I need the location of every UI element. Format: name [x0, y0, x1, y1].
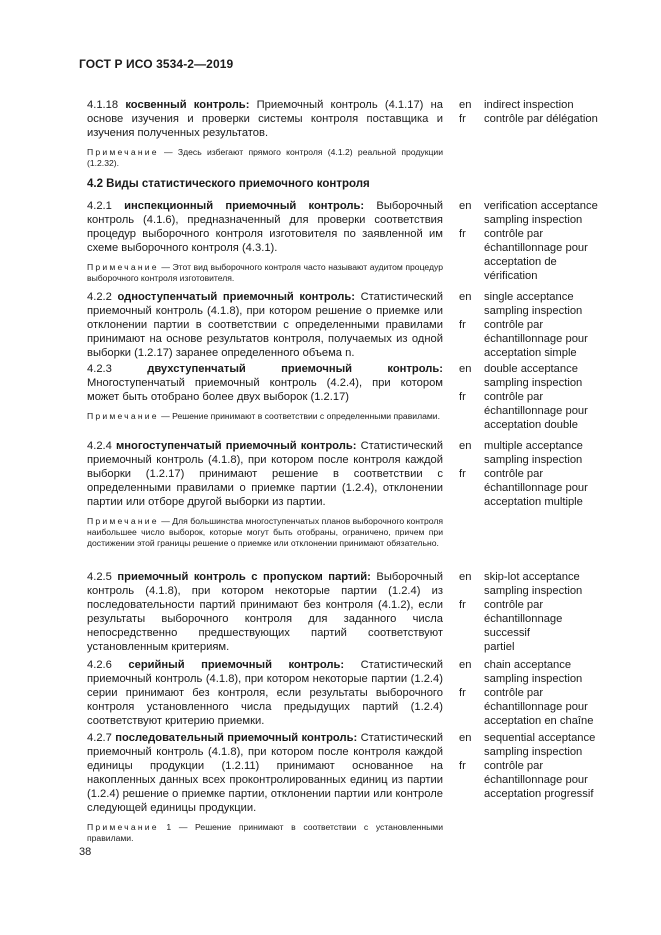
- term-number: 4.2.5: [87, 571, 112, 583]
- foreign-equivalents: [484, 362, 604, 432]
- term-text: Выборочный контроль (4.1.8), при котором некоторые партии (1.2.4) из последовательности партий принимают без контроля (4.1.2), если результаты выборочного контроля для заданного числа непосредственно предшествующих партий соответствуют установленным критериям.: [87, 571, 444, 653]
- term-number: 4.2.3: [87, 363, 112, 375]
- term-definition: [87, 570, 443, 654]
- foreign-equivalents: [484, 98, 604, 126]
- english-term-line: sampling inspection: [484, 454, 583, 466]
- english-term-line: verification acceptance: [484, 200, 598, 212]
- term-name: двухступенчатый приемочный контроль:: [147, 363, 443, 375]
- english-term-line: skip-lot acceptance: [484, 571, 580, 583]
- french-term-line: acceptation de: [484, 256, 557, 268]
- term-text: Статистический приемочный контроль (4.1.8), при котором некоторые партии (1.2.4) серии принимают без контроля, если результаты выборочного контроля установленного числа предыдущих партий (1.2.4) соответствуют критерию приемки.: [87, 659, 444, 727]
- section-title: 4.2 Виды статистического приемочного контроля: [87, 178, 370, 190]
- term-note: [87, 147, 443, 169]
- term-text: Выборочный контроль (4.1.6), предназначенный для проверки соответствия процедур выборочного контроля изготовителя по заявленной им схеме выборочного контроля (4.3.1).: [87, 200, 444, 254]
- foreign-equivalents: [484, 290, 604, 360]
- foreign-equivalents: [484, 658, 604, 728]
- term-definition-block: [87, 290, 443, 360]
- term-definition: [87, 199, 443, 255]
- note-label: Примечание: [87, 411, 159, 421]
- term-name: инспекционный приемочный контроль:: [124, 200, 365, 212]
- english-term-line: double acceptance: [484, 363, 578, 375]
- term-name: косвенный контроль:: [125, 99, 250, 111]
- term-definition-block: [87, 439, 443, 549]
- note-label: Примечание: [87, 262, 159, 272]
- term-definition: [87, 290, 443, 360]
- foreign-equivalents: [484, 439, 604, 509]
- lang-code-en: en: [459, 99, 472, 111]
- english-term-line: sampling inspection: [484, 305, 583, 317]
- note-text: — Решение принимают в соответствии с определенными правилами.: [161, 411, 440, 421]
- term-number: 4.2.6: [87, 659, 112, 671]
- french-term-line: vérification: [484, 270, 538, 282]
- french-term-line: échantillonnage: [484, 613, 563, 625]
- lang-code-en: en: [459, 440, 472, 452]
- french-term-line: acceptation double: [484, 419, 578, 431]
- note-label: Примечание: [87, 822, 159, 832]
- english-term-line: sampling inspection: [484, 746, 583, 758]
- english-term-line: indirect inspection: [484, 99, 574, 111]
- note-label: Примечание: [87, 147, 159, 157]
- french-term-line: contrôle par: [484, 391, 544, 403]
- french-term-line: successif: [484, 627, 531, 639]
- english-term-line: sequential acceptance: [484, 732, 596, 744]
- french-term-line: contrôle par délégation: [484, 113, 598, 125]
- note-label: Примечание: [87, 516, 159, 526]
- term-text: Статистический приемочный контроль (4.1.8), при котором после контроля каждой единицы продукции (1.2.11) принимают основанное на накопленных данных всех проконтролированных единиц из партии (1.2.4) решение о приемке партии, отклонении партии или контроле следующей единицы продукции.: [87, 732, 444, 814]
- term-note: [87, 516, 443, 549]
- french-term-line: échantillonnage pour: [484, 405, 588, 417]
- lang-code-fr: fr: [459, 760, 466, 772]
- french-term-line: partiel: [484, 641, 515, 653]
- lang-code-fr: fr: [459, 687, 466, 699]
- term-definition-block: [87, 570, 443, 654]
- term-text: Приемочный контроль (4.1.17) на основе изучения и проверки системы контроля поставщика и изучения полученных результатов.: [87, 99, 444, 139]
- french-term-line: contrôle par: [484, 687, 544, 699]
- term-name: одноступенчатый приемочный контроль:: [117, 291, 355, 303]
- term-text: Статистический приемочный контроль (4.1.8), при котором после контроля каждой выборки (1.2.17) принимают решение в соответствии с определенными правилами о приемке партии (1.2.4), отклонении партии или отборе другой выборки из партии.: [87, 440, 443, 508]
- english-term-line: sampling inspection: [484, 377, 583, 389]
- term-definition-block: [87, 98, 443, 169]
- french-term-line: échantillonnage pour: [484, 242, 588, 254]
- term-note: [87, 262, 443, 284]
- french-term-line: échantillonnage pour: [484, 482, 588, 494]
- english-term-line: sampling inspection: [484, 585, 583, 597]
- lang-code-en: en: [459, 571, 472, 583]
- term-definition-block: [87, 199, 443, 284]
- note-text: — Для большинства многоступенчатых планов выборочного контроля наибольшее число выборок, которые могут быть отобраны, ограничено, причем при достижении этой границы решение о приемке или отклонении принимают обязательно.: [87, 516, 443, 548]
- foreign-equivalents: [484, 731, 604, 801]
- english-term-line: sampling inspection: [484, 214, 583, 226]
- note-text: — Этот вид выборочного контроля часто называют аудитом процедур выборочного контроля изготовителя.: [87, 262, 443, 283]
- lang-code-fr: fr: [459, 391, 466, 403]
- foreign-equivalents: [484, 199, 604, 283]
- term-text: Многоступенчатый приемочный контроль (4.2.4), при котором может быть отобрано более двух выборок (1.2.17): [87, 377, 443, 403]
- english-term-line: sampling inspection: [484, 673, 583, 685]
- lang-code-fr: fr: [459, 319, 466, 331]
- term-definition-block: [87, 362, 443, 422]
- lang-code-fr: fr: [459, 228, 466, 240]
- note-text: — Здесь избегают прямого контроля (4.1.2) реальной продукции (1.2.32).: [87, 147, 443, 168]
- lang-code-fr: fr: [459, 113, 466, 125]
- note-text: 1 — Решение принимают в соответствии с установленными правилами.: [87, 822, 444, 843]
- term-number: 4.1.18: [87, 99, 119, 111]
- term-definition: [87, 98, 443, 140]
- french-term-line: acceptation simple: [484, 347, 577, 359]
- french-term-line: contrôle par: [484, 599, 544, 611]
- english-term-line: chain acceptance: [484, 659, 572, 671]
- french-term-line: contrôle par: [484, 319, 544, 331]
- lang-code-en: en: [459, 363, 472, 375]
- french-term-line: échantillonnage pour: [484, 701, 588, 713]
- term-number: 4.2.4: [87, 440, 112, 452]
- foreign-equivalents: [484, 570, 604, 654]
- french-term-line: contrôle par: [484, 228, 544, 240]
- french-term-line: acceptation en chaîne: [484, 715, 594, 727]
- lang-code-en: en: [459, 659, 472, 671]
- term-note: [87, 411, 443, 422]
- lang-code-en: en: [459, 732, 472, 744]
- term-definition: [87, 362, 443, 404]
- french-term-line: échantillonnage pour: [484, 333, 588, 345]
- term-number: 4.2.1: [87, 200, 112, 212]
- term-definition-block: [87, 658, 443, 728]
- lang-code-en: en: [459, 200, 472, 212]
- term-definition: [87, 439, 443, 509]
- term-definition: [87, 731, 443, 815]
- term-name: многоступенчатый приемочный контроль:: [116, 440, 357, 452]
- lang-code-fr: fr: [459, 599, 466, 611]
- lang-code-en: en: [459, 291, 472, 303]
- french-term-line: contrôle par: [484, 468, 544, 480]
- term-name: серийный приемочный контроль:: [128, 659, 345, 671]
- term-definition: [87, 658, 443, 728]
- term-name: последовательный приемочный контроль:: [115, 732, 358, 744]
- french-term-line: acceptation progressif: [484, 788, 594, 800]
- english-term-line: single acceptance: [484, 291, 574, 303]
- term-number: 4.2.7: [87, 732, 112, 744]
- document-header: ГОСТ Р ИСО 3534-2—2019: [79, 57, 234, 71]
- french-term-line: contrôle par: [484, 760, 544, 772]
- term-note: [87, 822, 443, 844]
- page-number: 38: [79, 846, 92, 858]
- french-term-line: acceptation multiple: [484, 496, 583, 508]
- french-term-line: échantillonnage pour: [484, 774, 588, 786]
- term-text: Статистический приемочный контроль (4.1.8), при котором решение о приемке или отклонении партии в соответствии с определенными правилами принимают на основе результатов контроля, получаемых из одной выборки (1.2.17) заранее определенного объема n.: [87, 291, 444, 359]
- term-definition-block: [87, 731, 443, 844]
- term-number: 4.2.2: [87, 291, 112, 303]
- term-name: приемочный контроль с пропуском партий:: [117, 571, 371, 583]
- english-term-line: multiple acceptance: [484, 440, 583, 452]
- lang-code-fr: fr: [459, 468, 466, 480]
